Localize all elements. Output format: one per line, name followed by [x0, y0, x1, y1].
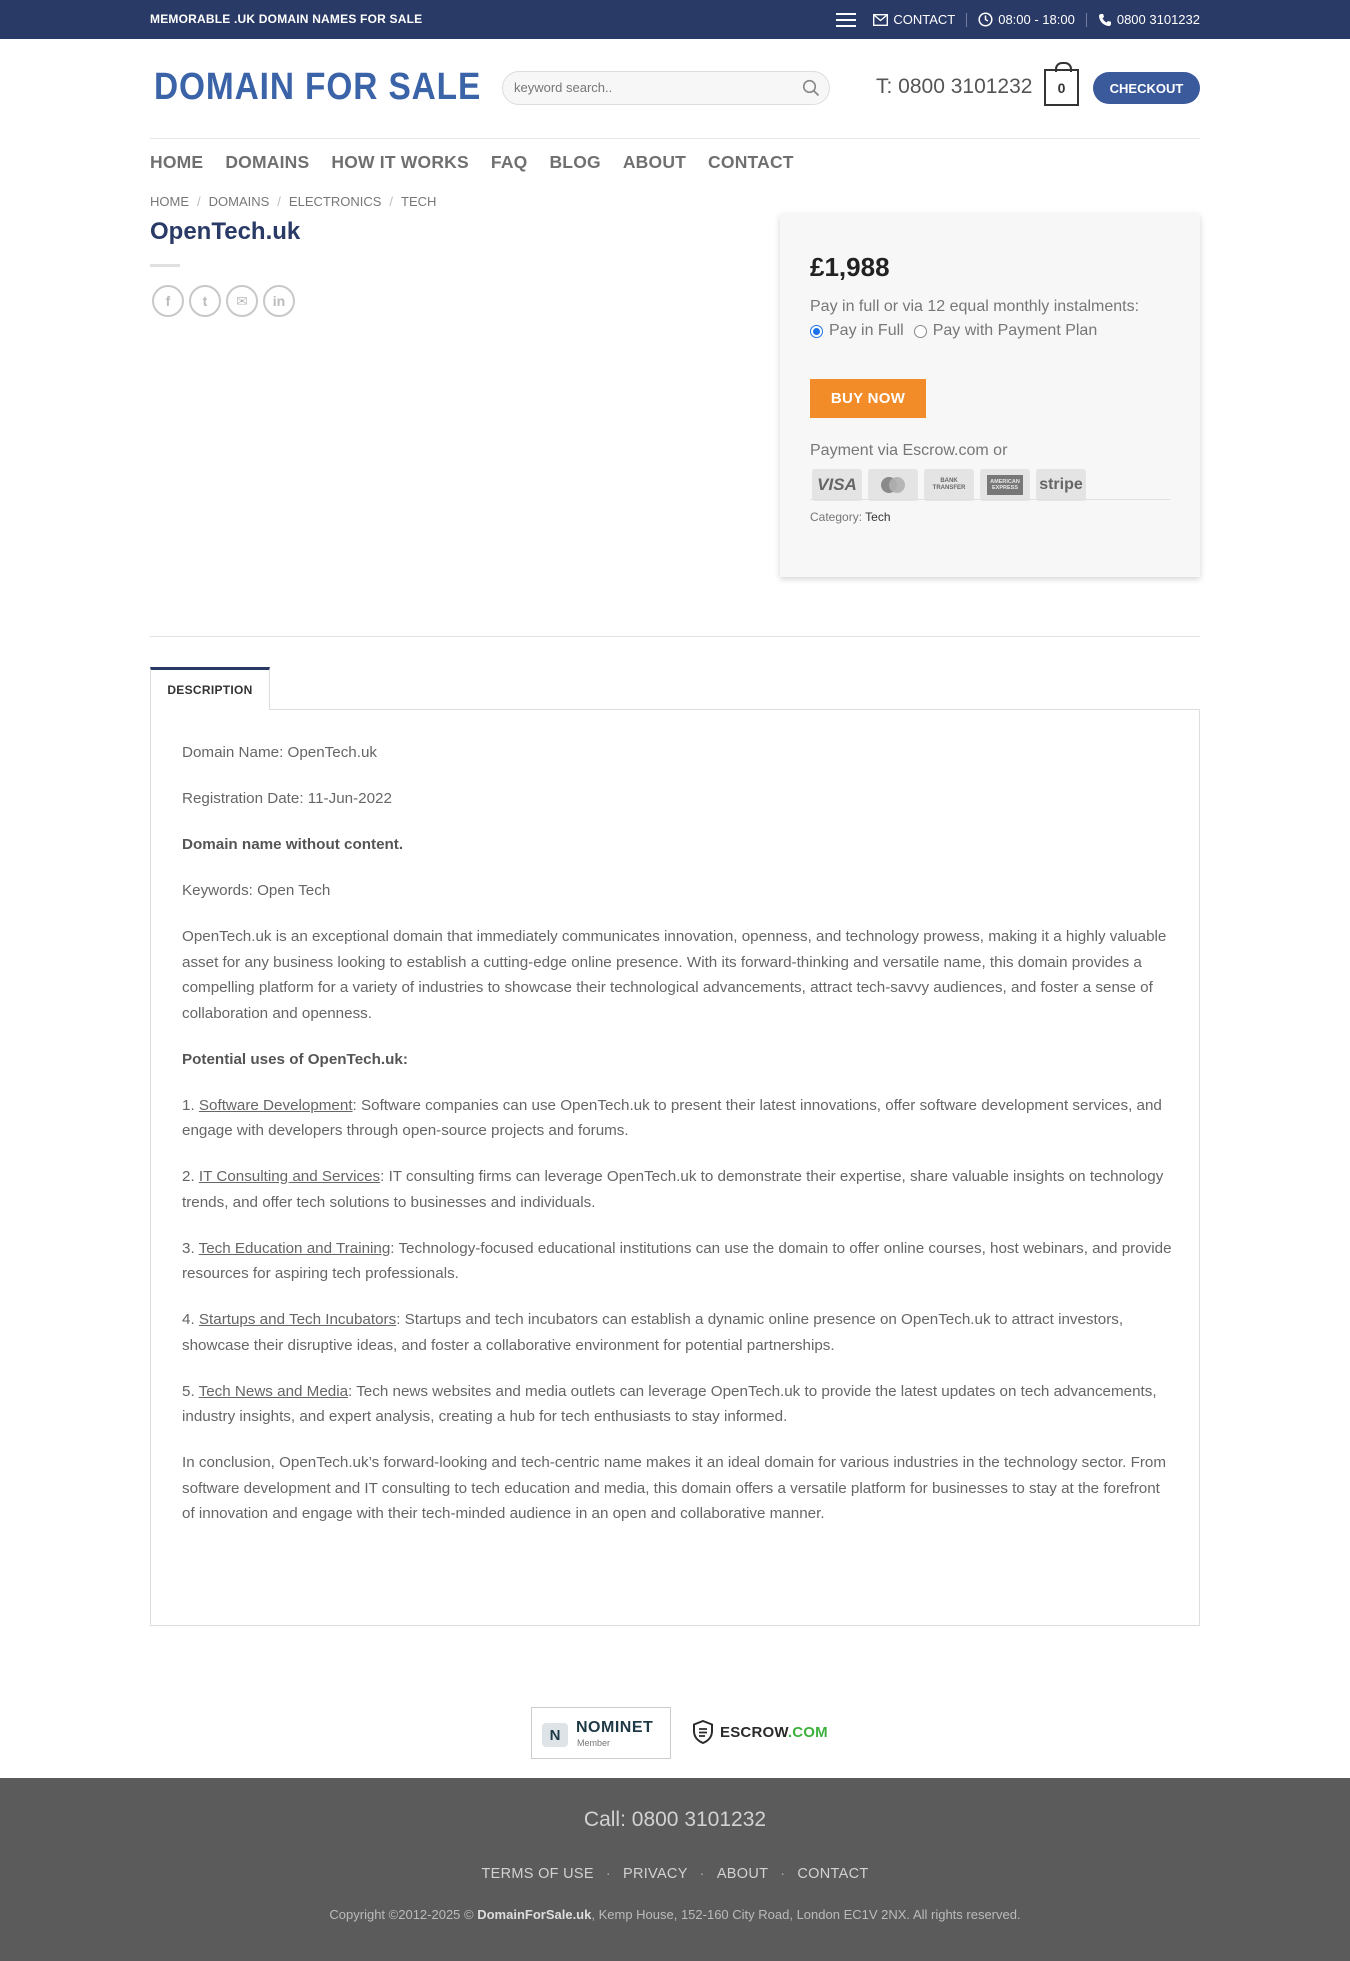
tab-description[interactable]: DESCRIPTION — [150, 667, 270, 710]
checkout-button[interactable]: CHECKOUT — [1093, 72, 1200, 104]
share-buttons — [152, 285, 295, 317]
desc-use-item: 1. Software Development: Software companies can use OpenTech.uk to present their latest innovations, offer software development services, and engage with developers through open-source projects and forums. — [182, 1096, 1162, 1139]
payment-options — [810, 322, 1107, 340]
page-title: OpenTech.uk — [150, 218, 301, 245]
desc-conclusion: In conclusion, OpenTech.uk’s forward-looking and tech-centric name makes it an ideal domain for various industries in the technology sector. From software development and IT consulting to tech education and media, this domain offers a versatile platform for businesses to stay at the forefront of innovation and engage with their tech-minded audience in an open and collaborative manner. — [182, 1454, 1167, 1522]
radio-payment-plan[interactable] — [914, 325, 927, 338]
desc-registration-date: Registration Date: 11-Jun-2022 — [182, 790, 392, 807]
facebook-icon[interactable]: f — [152, 285, 184, 317]
header-divider — [150, 138, 1200, 139]
search-input[interactable] — [514, 80, 784, 95]
product-category — [810, 510, 891, 524]
escrow-payment-text: Payment via Escrow.com or — [810, 442, 1008, 459]
breadcrumb-separator: / — [389, 194, 394, 209]
nav-contact[interactable]: CONTACT — [708, 152, 794, 172]
desc-no-content: Domain name without content. — [182, 836, 404, 853]
footer-terms-link[interactable]: TERMS OF USE — [481, 1866, 594, 1882]
breadcrumb-home[interactable]: HOME — [150, 194, 189, 209]
top-divider — [1086, 13, 1087, 27]
top-contact-link[interactable] — [873, 12, 955, 27]
clock-icon — [978, 12, 993, 27]
mastercard-icon — [868, 469, 918, 501]
top-divider — [966, 13, 967, 27]
price: £1,988 — [810, 252, 890, 282]
footer-separator: · — [605, 1866, 611, 1882]
escrow-name: ESCROW.COM — [720, 1723, 828, 1741]
category-link[interactable]: Tech — [865, 510, 891, 524]
top-bar — [0, 0, 1350, 39]
breadcrumb-separator: / — [197, 194, 201, 209]
description-content — [182, 740, 1172, 1547]
bank-transfer-icon: BANK TRANSFER — [924, 469, 974, 501]
payment-methods — [812, 469, 1086, 501]
nominet-logo[interactable] — [531, 1707, 671, 1759]
top-hours — [978, 12, 1075, 27]
breadcrumb-separator: / — [277, 194, 281, 209]
header-phone: T: 0800 3101232 — [876, 75, 1033, 98]
desc-use-item: 5. Tech News and Media: Tech news websites and media outlets can leverage OpenTech.uk to provide the latest updates on tech advancements, industry insights, and expert analysis, creating a hub for tech enthusiasts to stay informed. — [182, 1382, 1157, 1425]
footer-links — [0, 1866, 1350, 1882]
footer-contact-link[interactable]: CONTACT — [797, 1866, 869, 1882]
desc-use-item: 3. Tech Education and Training: Technology-focused educational institutions can use the domain to offer online courses, host webinars, and provide resources for aspiring tech professionals. — [182, 1239, 1172, 1282]
radio-pay-full[interactable] — [810, 325, 823, 338]
footer-separator: · — [699, 1866, 705, 1882]
option-payment-plan-label: Pay with Payment Plan — [932, 322, 1098, 339]
footer-copyright: Copyright ©2012-2025 © DomainForSale.uk, Kemp House, 152-160 City Road, London EC1V 2NX. All rights reserved. — [329, 1907, 1021, 1922]
escrow-shield-icon — [692, 1720, 714, 1744]
breadcrumb-electronics[interactable]: ELECTRONICS — [288, 194, 382, 209]
desc-use-item: 2. IT Consulting and Services: IT consulting firms can leverage OpenTech.uk to demonstrate their expertise, share valuable insights on technology trends, and offer tech solutions to businesses and individuals. — [182, 1168, 1164, 1211]
footer-privacy-link[interactable]: PRIVACY — [622, 1866, 688, 1882]
breadcrumb-tech[interactable]: TECH — [401, 194, 437, 209]
search-icon[interactable] — [802, 79, 820, 97]
footer-separator: · — [780, 1866, 786, 1882]
content-divider — [150, 636, 1200, 637]
twitter-icon[interactable]: t — [189, 285, 221, 317]
desc-uses-heading: Potential uses of OpenTech.uk: — [182, 1050, 408, 1068]
top-contact-label: CONTACT — [893, 12, 956, 27]
amex-icon: AMERICAN EXPRESS — [980, 469, 1030, 501]
cart-button[interactable] — [1044, 69, 1079, 106]
desc-intro: OpenTech.uk is an exceptional domain that immediately communicates innovation, openness, and technology prowess, making it a highly valuable asset for any business looking to establish a cutting-edge online presence. With its forward-thinking and versatile name, this domain provides a compelling platform for a variety of industries to showcase their technological advancements, attract tech-savvy audiences, and foster a sense of collaboration and openness. — [182, 928, 1167, 1022]
price-box — [780, 214, 1200, 577]
footer-call: Call: 0800 3101232 — [583, 1808, 767, 1831]
footer-about-link[interactable]: ABOUT — [716, 1866, 769, 1882]
top-bar-tagline: MEMORABLE .UK DOMAIN NAMES FOR SALE — [150, 12, 423, 26]
nav-about[interactable]: ABOUT — [622, 152, 687, 172]
desc-domain-name: Domain Name: OpenTech.uk — [182, 744, 377, 761]
buy-now-button[interactable]: BUY NOW — [810, 379, 926, 418]
visa-icon: VISA — [812, 469, 862, 501]
search-box — [502, 71, 830, 105]
top-phone-label: 0800 3101232 — [1116, 12, 1200, 27]
nav-faq[interactable]: FAQ — [490, 152, 528, 172]
main-nav — [150, 152, 794, 173]
top-bar-right — [836, 0, 1200, 39]
description-panel — [150, 709, 1200, 1626]
footer — [0, 1778, 1350, 1961]
escrow-logo[interactable] — [692, 1720, 828, 1744]
category-label: Category: — [810, 510, 863, 524]
email-icon[interactable]: ✉ — [226, 285, 258, 317]
option-payment-plan[interactable] — [914, 322, 1098, 340]
site-logo[interactable]: DOMAIN FOR SALE — [154, 66, 482, 108]
nominet-name: NOMINET — [576, 1719, 654, 1736]
desc-keywords: Keywords: Open Tech — [182, 882, 331, 899]
footer-company-link[interactable]: DomainForSale.uk — [477, 1907, 592, 1922]
top-hours-label: 08:00 - 18:00 — [998, 12, 1075, 27]
price-box-divider — [810, 499, 1170, 500]
nominet-member-label: Member — [577, 1738, 611, 1748]
nav-how-it-works[interactable]: HOW IT WORKS — [331, 152, 469, 172]
phone-icon — [1098, 13, 1112, 27]
breadcrumb — [150, 194, 436, 209]
nav-domains[interactable]: DOMAINS — [225, 152, 310, 172]
desc-use-item: 4. Startups and Tech Incubators: Startups and tech incubators can establish a dynamic online presence on OpenTech.uk to attract investors, showcase their disruptive ideas, and foster a collaborative environment for potential partnerships. — [182, 1311, 1124, 1354]
top-phone-link[interactable] — [1098, 12, 1200, 27]
nominet-icon: N — [542, 1723, 568, 1747]
option-pay-full-label: Pay in Full — [829, 322, 904, 339]
nav-blog[interactable]: BLOG — [549, 152, 601, 172]
breadcrumb-domains[interactable]: DOMAINS — [208, 194, 270, 209]
stripe-icon: stripe — [1036, 469, 1086, 501]
menu-icon[interactable] — [836, 13, 856, 27]
envelope-icon — [873, 14, 888, 26]
title-divider — [150, 264, 180, 267]
linkedin-icon[interactable]: in — [263, 285, 295, 317]
nav-home[interactable]: HOME — [150, 152, 204, 172]
cart-count: 0 — [1057, 79, 1066, 96]
payment-description: Pay in full or via 12 equal monthly instalments: — [810, 298, 1140, 315]
option-pay-full[interactable] — [810, 322, 904, 340]
